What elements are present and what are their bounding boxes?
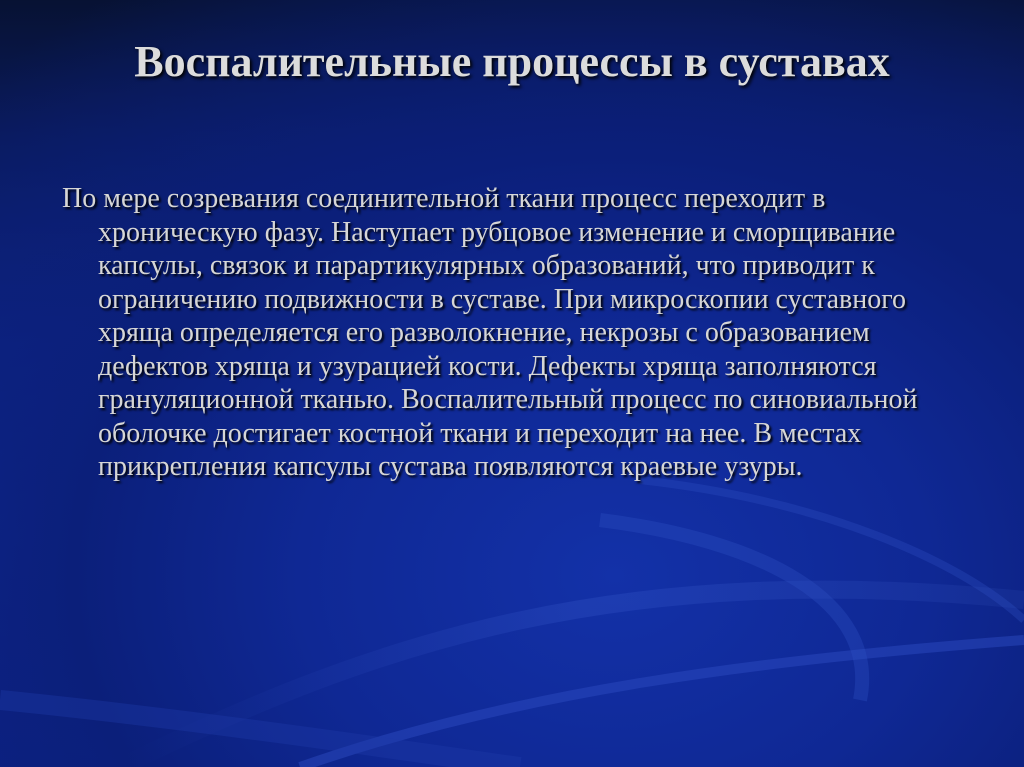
slide-body-text: По мере созревания соединительной ткани процесс переходит в хроническую фазу. Наступает рубцовое изменение и сморщивание капсулы, связок и парартикулярных образований, что приводит к ограничению подвижности в суставе. При микроскопии суставного хряща определяется его разволокнение, некрозы с образованием дефектов хряща и узурацией кости. Дефекты хряща заполняются грануляционной тканью. Воспалительный процесс по синовиальной оболочке достигает костной ткани и переходит на нее. В местах прикрепления капсулы сустава появляются краевые узуры. — [62, 183, 918, 482]
slide-title: Воспалительные процессы в суставах — [134, 37, 890, 86]
